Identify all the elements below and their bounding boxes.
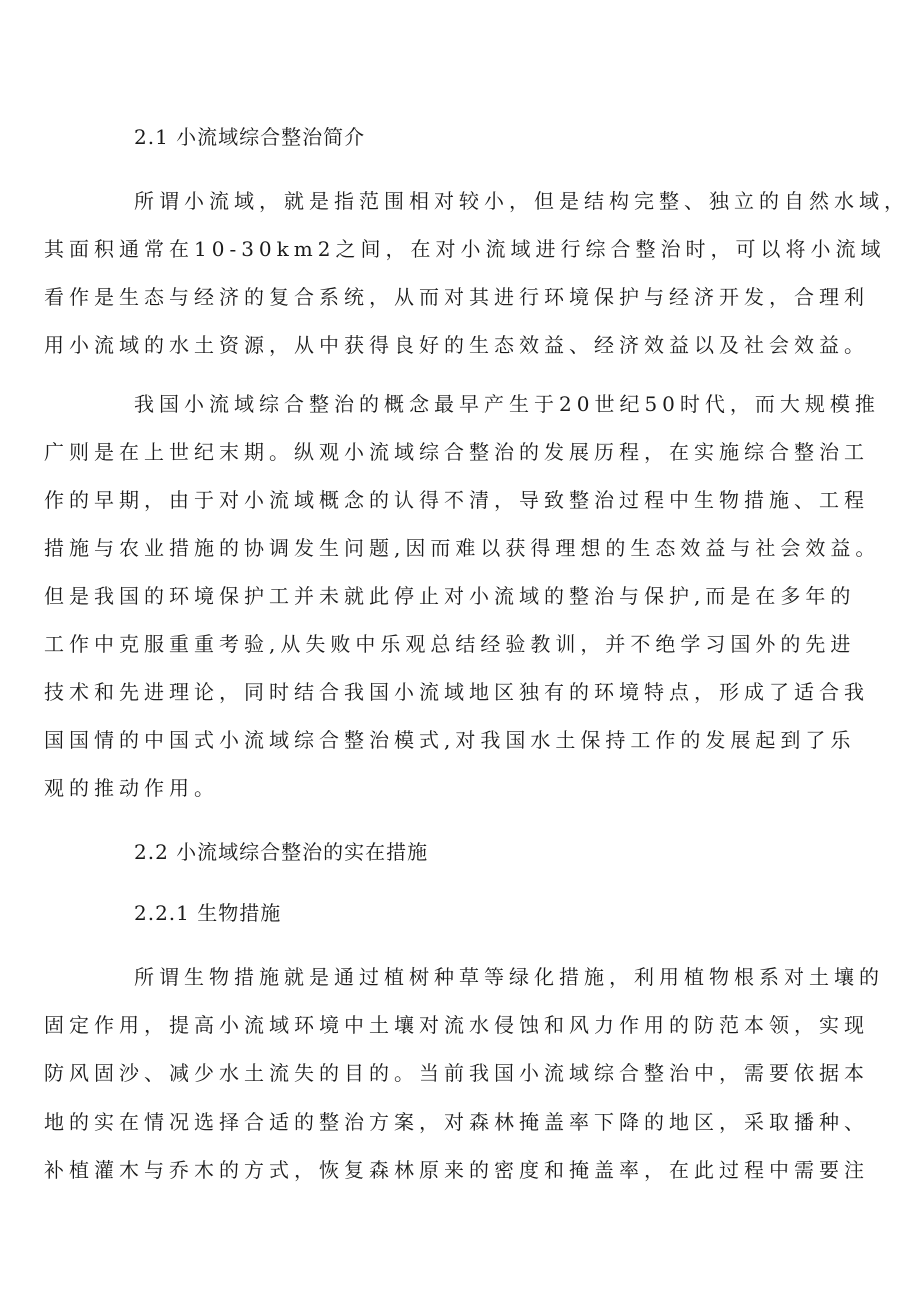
section-heading-2-1: 2.1 小流域综合整治简介 (134, 125, 366, 149)
text-line: 国国情的中国式小流域综合整治模式,对我国水土保持工作的发展起到了乐 (44, 728, 856, 752)
text-line: 地的实在情况选择合适的整治方案，对森林掩盖率下降的地区，采取播种、 (44, 1110, 869, 1134)
text-line: 补植灌木与乔木的方式，恢复森林原来的密度和掩盖率，在此过程中需要注 (44, 1158, 869, 1182)
subsection-heading-2-2-1: 2.2.1 生物措施 (134, 901, 282, 925)
text-line: 用小流域的水土资源，从中获得良好的生态效益、经济效益以及社会效益。 (44, 333, 869, 357)
text-line: 防风固沙、减少水土流失的目的。当前我国小流域综合整治中，需要依据本 (44, 1061, 869, 1085)
text-line: 看作是生态与经济的复合系统，从而对其进行环境保护与经济开发，合理利 (44, 285, 869, 309)
text-line: 工作中克服重重考验,从失败中乐观总结经验教训，并不绝学习国外的先进 (44, 632, 856, 656)
text-line: 所谓小流域，就是指范围相对较小，但是结构完整、独立的自然水域， (134, 189, 909, 213)
text-line: 固定作用，提高小流域环境中土壤对流水侵蚀和风力作用的防范本领，实现 (44, 1013, 869, 1037)
text-line: 但是我国的环境保护工并未就此停止对小流域的整治与保护,而是在多年的 (44, 584, 856, 608)
text-line: 广则是在上世纪末期。纵观小流域综合整治的发展历程，在实施综合整治工 (44, 440, 869, 464)
text-line: 所谓生物措施就是通过植树种草等绿化措施，利用植物根系对土壤的 (134, 965, 884, 989)
text-line: 作的早期，由于对小流域概念的认得不清，导致整治过程中生物措施、工程 (44, 488, 869, 512)
text-line: 其面积通常在10-30km2之间，在对小流域进行综合整治时，可以将小流域 (44, 237, 886, 261)
text-line: 措施与农业措施的协调发生问题,因而难以获得理想的生态效益与社会效益。 (44, 536, 881, 560)
section-heading-2-2: 2.2 小流域综合整治的实在措施 (134, 840, 429, 864)
text-line: 我国小流域综合整治的概念最早产生于20世纪50时代，而大规模推 (134, 392, 880, 416)
text-line: 观的推动作用。 (44, 776, 219, 800)
text-line: 技术和先进理论，同时结合我国小流域地区独有的环境特点，形成了适合我 (44, 680, 869, 704)
